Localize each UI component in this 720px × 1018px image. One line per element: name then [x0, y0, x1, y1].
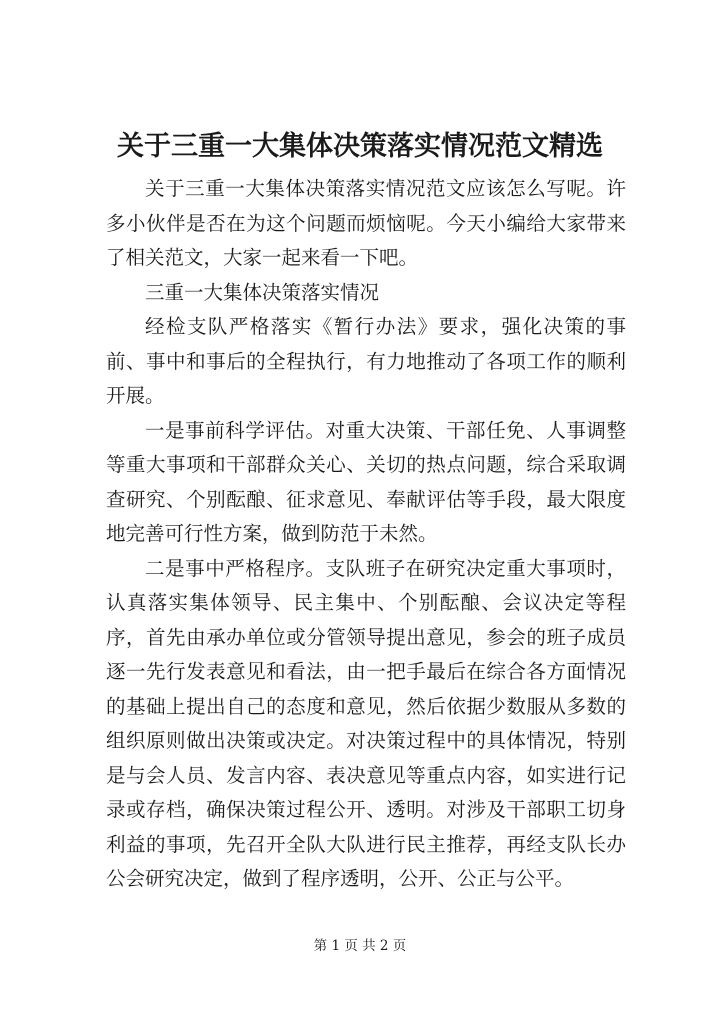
- page-footer: 第 1 页 共 2 页: [313, 938, 407, 954]
- document-title: 关于三重一大集体决策落实情况范文精选: [117, 131, 603, 162]
- paragraph-point-two: 二是事中严格程序。支队班子在研究决定重大事项时，认真落实集体领导、民主集中、个别酝酿、会议决定等程序，首先由承办单位或分管领导提出意见，参会的班子成员逐一先行发表意见和看法，由一把手最后在综合各方面情况的基础上提出自己的态度和意见，然后依据少数服从多数的组织原则做出决策或决定。对决策过程中的具体情况，特别是与会人员、发言内容、表决意见等重点内容，如实进行记录或存档，确保决策过程公开、透明。对涉及干部职工切身利益的事项，先召开全队大队进行民主推荐，再经支队长办公会研究决定，做到了程序透明，公开、公正与公平。: [106, 556, 626, 890]
- paragraph-point-one: 一是事前科学评估。对重大决策、干部任免、人事调整等重大事项和干部群众关心、关切的热点问题，综合采取调查研究、个别酝酿、征求意见、奉献评估等手段，最大限度地完善可行性方案，做到防范于未然。: [106, 418, 626, 545]
- paragraph-overview: 经检支队严格落实《暂行办法》要求，强化决策的事前、事中和事后的全程执行，有力地推动了各项工作的顺利开展。: [106, 315, 626, 407]
- paragraph-subheading: 三重一大集体决策落实情况: [145, 280, 380, 304]
- paragraph-intro: 关于三重一大集体决策落实情况范文应该怎么写呢。许多小伙伴是否在为这个问题而烦恼呢。今天小编给大家带来了相关范文，大家一起来看一下吧。: [106, 177, 626, 269]
- document-body: [106, 172, 626, 897]
